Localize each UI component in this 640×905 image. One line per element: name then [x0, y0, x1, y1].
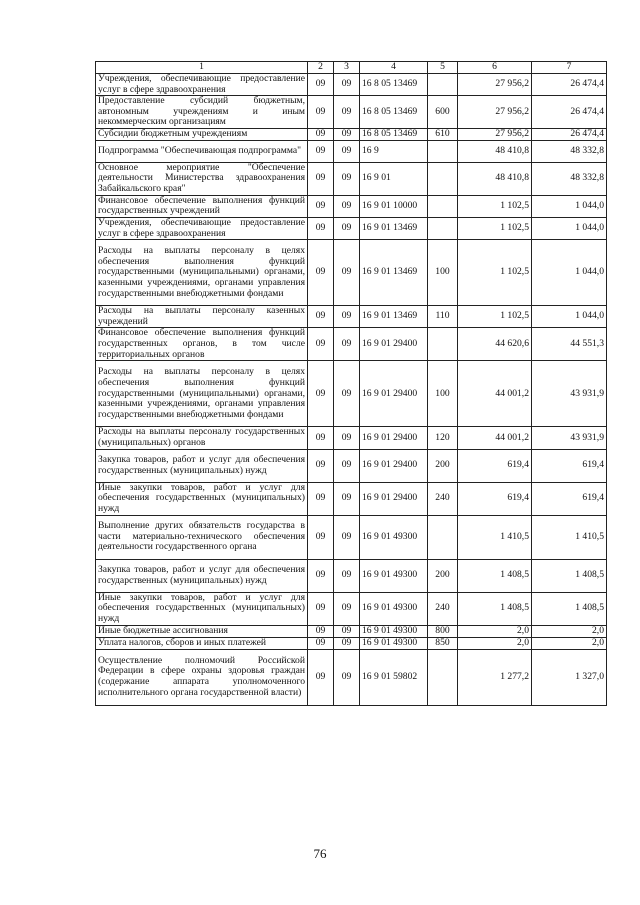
amount-year1-cell: 1 102,5: [458, 240, 532, 306]
header-cell: 5: [428, 62, 458, 74]
subsection-code-cell: 09: [334, 649, 360, 705]
table-row: [96, 559, 607, 592]
subsection-code-cell: 09: [334, 515, 360, 559]
row-name-cell: Финансовое обеспечение выполнения функций государственных учреждений: [96, 195, 308, 217]
row-name-cell: Основное мероприятие "Обеспечение деятельности Министерства здравоохранения Забайкальского края": [96, 162, 308, 195]
row-name-cell: Расходы на выплаты персоналу в целях обеспечения выполнения функций государственными (муниципальными) органами, казенными учреждениями, органами управления государственными внебюджетными фондами: [96, 361, 308, 427]
row-name-cell: Финансовое обеспечение выполнения функций государственных органов, в том числе территориальных органов: [96, 328, 308, 361]
table-body: [96, 74, 607, 706]
amount-year1-cell: 27 956,2: [458, 96, 532, 129]
section-code-cell: 09: [308, 427, 334, 449]
amount-year2-cell: 2,0: [532, 625, 607, 637]
subsection-code-cell: 09: [334, 625, 360, 637]
amount-year1-cell: 2,0: [458, 637, 532, 649]
target-article-cell: 16 9 01 29400: [360, 449, 428, 482]
subsection-code-cell: 09: [334, 195, 360, 217]
subsection-code-cell: 09: [334, 129, 360, 141]
target-article-cell: 16 9 01 13469: [360, 306, 428, 328]
amount-year2-cell: 1 410,5: [532, 515, 607, 559]
target-article-cell: 16 9 01 59802: [360, 649, 428, 705]
row-name-cell: Иные закупки товаров, работ и услуг для обеспечения государственных (муниципальных) нужд: [96, 482, 308, 515]
header-cell: 4: [360, 62, 428, 74]
expense-type-cell: 240: [428, 592, 458, 625]
target-article-cell: 16 8 05 13469: [360, 74, 428, 96]
amount-year2-cell: 1 044,0: [532, 240, 607, 306]
expense-type-cell: 110: [428, 306, 458, 328]
section-code-cell: 09: [308, 162, 334, 195]
subsection-code-cell: 09: [334, 637, 360, 649]
subsection-code-cell: 09: [334, 559, 360, 592]
row-name-cell: Закупка товаров, работ и услуг для обеспечения государственных (муниципальных) нужд: [96, 559, 308, 592]
section-code-cell: 09: [308, 482, 334, 515]
subsection-code-cell: 09: [334, 96, 360, 129]
header-cell: 2: [308, 62, 334, 74]
section-code-cell: 09: [308, 195, 334, 217]
row-name-cell: Выполнение других обязательств государства в части материально-технического обеспечения деятельности государственного органа: [96, 515, 308, 559]
section-code-cell: 09: [308, 96, 334, 129]
table-row: [96, 361, 607, 427]
expense-type-cell: 120: [428, 427, 458, 449]
table-row: [96, 637, 607, 649]
amount-year1-cell: 48 410,8: [458, 140, 532, 162]
target-article-cell: 16 9 01: [360, 162, 428, 195]
table-row: [96, 427, 607, 449]
amount-year1-cell: 44 620,6: [458, 328, 532, 361]
table-row: [96, 240, 607, 306]
expense-type-cell: 200: [428, 559, 458, 592]
expense-type-cell: [428, 217, 458, 239]
row-name-cell: Подпрограмма "Обеспечивающая подпрограмма": [96, 140, 308, 162]
expense-type-cell: [428, 74, 458, 96]
amount-year2-cell: 1 044,0: [532, 306, 607, 328]
section-code-cell: 09: [308, 129, 334, 141]
table-row: [96, 449, 607, 482]
subsection-code-cell: 09: [334, 217, 360, 239]
expense-type-cell: [428, 162, 458, 195]
amount-year2-cell: 48 332,8: [532, 140, 607, 162]
amount-year1-cell: 1 102,5: [458, 306, 532, 328]
row-name-cell: Расходы на выплаты персоналу государственных (муниципальных) органов: [96, 427, 308, 449]
table-row: [96, 162, 607, 195]
table-row: [96, 195, 607, 217]
expense-type-cell: [428, 515, 458, 559]
amount-year2-cell: 619,4: [532, 449, 607, 482]
row-name-cell: Расходы на выплаты персоналу казенных учреждений: [96, 306, 308, 328]
expense-type-cell: [428, 195, 458, 217]
amount-year1-cell: 619,4: [458, 449, 532, 482]
section-code-cell: 09: [308, 240, 334, 306]
amount-year1-cell: 619,4: [458, 482, 532, 515]
target-article-cell: 16 8 05 13469: [360, 96, 428, 129]
row-name-cell: Учреждения, обеспечивающие предоставление услуг в сфере здравоохранения: [96, 74, 308, 96]
amount-year1-cell: 1 102,5: [458, 217, 532, 239]
target-article-cell: 16 9 01 29400: [360, 427, 428, 449]
amount-year2-cell: 26 474,4: [532, 129, 607, 141]
table-row: [96, 140, 607, 162]
target-article-cell: 16 9 01 29400: [360, 361, 428, 427]
amount-year1-cell: 1 102,5: [458, 195, 532, 217]
row-name-cell: Осуществление полномочий Российской Федерации в сфере охраны здоровья граждан (содержание аппарата уполномоченного исполнительного органа государственной власти): [96, 649, 308, 705]
page-number: 76: [313, 846, 327, 861]
expense-type-cell: [428, 328, 458, 361]
header-row: [96, 62, 607, 74]
amount-year2-cell: 26 474,4: [532, 74, 607, 96]
amount-year1-cell: 44 001,2: [458, 361, 532, 427]
target-article-cell: 16 9 01 49300: [360, 592, 428, 625]
target-article-cell: 16 8 05 13469: [360, 129, 428, 141]
section-code-cell: 09: [308, 74, 334, 96]
target-article-cell: 16 9 01 49300: [360, 559, 428, 592]
table-row: [96, 129, 607, 141]
amount-year1-cell: 27 956,2: [458, 74, 532, 96]
table-row: [96, 482, 607, 515]
subsection-code-cell: 09: [334, 162, 360, 195]
target-article-cell: 16 9 01 29400: [360, 328, 428, 361]
table-row: [96, 74, 607, 96]
header-cell: 1: [96, 62, 308, 74]
table-row: [96, 592, 607, 625]
target-article-cell: 16 9 01 49300: [360, 515, 428, 559]
expense-type-cell: 240: [428, 482, 458, 515]
amount-year2-cell: 1 408,5: [532, 559, 607, 592]
target-article-cell: 16 9 01 29400: [360, 482, 428, 515]
expense-type-cell: [428, 649, 458, 705]
section-code-cell: 09: [308, 625, 334, 637]
subsection-code-cell: 09: [334, 592, 360, 625]
expense-type-cell: 800: [428, 625, 458, 637]
amount-year2-cell: 43 931,9: [532, 427, 607, 449]
section-code-cell: 09: [308, 449, 334, 482]
amount-year2-cell: 1 044,0: [532, 217, 607, 239]
subsection-code-cell: 09: [334, 482, 360, 515]
expense-type-cell: 100: [428, 361, 458, 427]
expense-type-cell: 610: [428, 129, 458, 141]
row-name-cell: Уплата налогов, сборов и иных платежей: [96, 637, 308, 649]
subsection-code-cell: 09: [334, 361, 360, 427]
target-article-cell: 16 9 01 10000: [360, 195, 428, 217]
row-name-cell: Субсидии бюджетным учреждениям: [96, 129, 308, 141]
table-row: [96, 306, 607, 328]
expense-type-cell: 600: [428, 96, 458, 129]
expense-type-cell: 200: [428, 449, 458, 482]
section-code-cell: 09: [308, 140, 334, 162]
expense-type-cell: [428, 140, 458, 162]
header-cell: 7: [532, 62, 607, 74]
expense-type-cell: 850: [428, 637, 458, 649]
amount-year2-cell: 2,0: [532, 637, 607, 649]
section-code-cell: 09: [308, 649, 334, 705]
table-row: [96, 328, 607, 361]
target-article-cell: 16 9 01 49300: [360, 637, 428, 649]
section-code-cell: 09: [308, 637, 334, 649]
subsection-code-cell: 09: [334, 74, 360, 96]
section-code-cell: 09: [308, 559, 334, 592]
table-row: [96, 217, 607, 239]
row-name-cell: Расходы на выплаты персоналу в целях обеспечения выполнения функций государственными (муниципальными) органами, казенными учреждениями, органами управления государственными внебюджетными фондами: [96, 240, 308, 306]
amount-year1-cell: 1 410,5: [458, 515, 532, 559]
target-article-cell: 16 9 01 49300: [360, 625, 428, 637]
amount-year2-cell: 43 931,9: [532, 361, 607, 427]
amount-year1-cell: 1 277,2: [458, 649, 532, 705]
budget-table: [95, 61, 607, 706]
subsection-code-cell: 09: [334, 449, 360, 482]
target-article-cell: 16 9 01 13469: [360, 240, 428, 306]
amount-year1-cell: 1 408,5: [458, 592, 532, 625]
row-name-cell: Иные бюджетные ассигнования: [96, 625, 308, 637]
section-code-cell: 09: [308, 328, 334, 361]
amount-year2-cell: 1 408,5: [532, 592, 607, 625]
subsection-code-cell: 09: [334, 306, 360, 328]
expense-type-cell: 100: [428, 240, 458, 306]
table-row: [96, 625, 607, 637]
amount-year1-cell: 27 956,2: [458, 129, 532, 141]
amount-year2-cell: 1 044,0: [532, 195, 607, 217]
amount-year2-cell: 619,4: [532, 482, 607, 515]
row-name-cell: Предоставление субсидий бюджетным, автономным учреждениям и иным некоммерческим организациям: [96, 96, 308, 129]
row-name-cell: Закупка товаров, работ и услуг для обеспечения государственных (муниципальных) нужд: [96, 449, 308, 482]
target-article-cell: 16 9: [360, 140, 428, 162]
amount-year2-cell: 44 551,3: [532, 328, 607, 361]
section-code-cell: 09: [308, 306, 334, 328]
target-article-cell: 16 9 01 13469: [360, 217, 428, 239]
amount-year2-cell: 26 474,4: [532, 96, 607, 129]
section-code-cell: 09: [308, 592, 334, 625]
amount-year1-cell: 44 001,2: [458, 427, 532, 449]
amount-year1-cell: 1 408,5: [458, 559, 532, 592]
section-code-cell: 09: [308, 515, 334, 559]
amount-year1-cell: 2,0: [458, 625, 532, 637]
header-cell: 3: [334, 62, 360, 74]
section-code-cell: 09: [308, 217, 334, 239]
subsection-code-cell: 09: [334, 240, 360, 306]
subsection-code-cell: 09: [334, 140, 360, 162]
header-cell: 6: [458, 62, 532, 74]
section-code-cell: 09: [308, 361, 334, 427]
table-row: [96, 649, 607, 705]
table-row: [96, 515, 607, 559]
subsection-code-cell: 09: [334, 427, 360, 449]
row-name-cell: Иные закупки товаров, работ и услуг для обеспечения государственных (муниципальных) нужд: [96, 592, 308, 625]
table-row: [96, 96, 607, 129]
amount-year2-cell: 48 332,8: [532, 162, 607, 195]
row-name-cell: Учреждения, обеспечивающие предоставление услуг в сфере здравоохранения: [96, 217, 308, 239]
subsection-code-cell: 09: [334, 328, 360, 361]
amount-year1-cell: 48 410,8: [458, 162, 532, 195]
amount-year2-cell: 1 327,0: [532, 649, 607, 705]
